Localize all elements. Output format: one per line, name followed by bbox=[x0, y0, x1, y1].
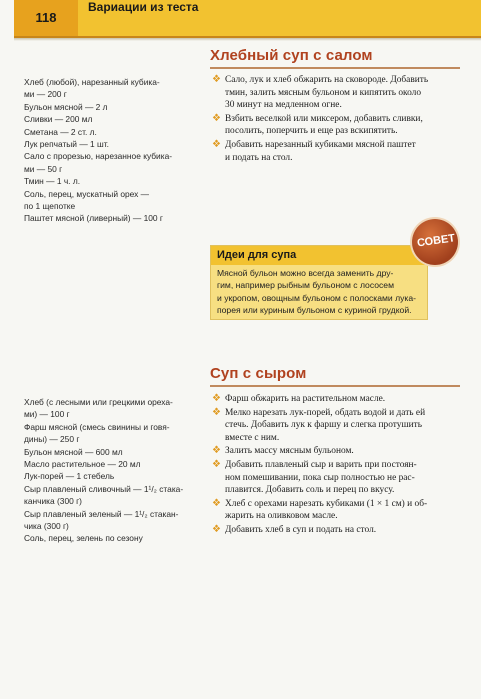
step-line: Добавить плавленый сыр и варить при постоян- bbox=[225, 459, 417, 470]
ingredient-line: Паштет мясной (ливерный) — 100 г bbox=[24, 213, 163, 224]
tip-text bbox=[217, 267, 423, 317]
tip-line: и укропом, овощным бульоном с полосками лука- bbox=[217, 292, 417, 303]
page-number: 118 bbox=[14, 0, 78, 36]
step-line: Добавить нарезанный кубиками мясной паштет bbox=[225, 139, 416, 150]
ingredient-line: Бульон мясной — 600 мл bbox=[24, 446, 123, 457]
recipe-title: Хлебный суп с салом bbox=[210, 47, 373, 64]
step-item bbox=[212, 445, 467, 458]
step-line: стечь. Добавить лук к фаршу и слегка протушить bbox=[225, 420, 423, 431]
step-item bbox=[212, 139, 462, 164]
step-line: 30 минут на медленном огне. bbox=[225, 100, 342, 111]
step-item bbox=[212, 459, 467, 497]
step-line: Сало, лук и хлеб обжарить на сковороде. Добавить bbox=[225, 75, 429, 85]
ingredient-line: Соль, перец, зелень по сезону bbox=[24, 533, 143, 544]
bullet-icon: ❖ bbox=[212, 497, 221, 509]
ingredient-line: Сало с прорезью, нарезанное кубика- bbox=[24, 151, 173, 162]
bullet-icon: ❖ bbox=[212, 523, 221, 535]
bullet-icon: ❖ bbox=[212, 74, 221, 85]
steps-list bbox=[212, 74, 462, 165]
step-line: посолить, поперчить и еще раз вскипятить. bbox=[225, 126, 398, 137]
step-line: ном помешивании, пока сыр полностью не рас- bbox=[225, 472, 415, 483]
bullet-icon: ❖ bbox=[212, 393, 221, 404]
step-line: жарить на оливковом масле. bbox=[225, 511, 338, 522]
bullet-icon: ❖ bbox=[212, 458, 221, 470]
step-line: Хлеб с орехами нарезать кубиками (1 × 1 см) и об- bbox=[225, 498, 428, 509]
step-line: тмин, залить мясным бульоном и кипятить около bbox=[225, 87, 422, 98]
ingredient-line: Фарш мясной (смесь свинины и говя- bbox=[24, 421, 170, 432]
tip-title: Идеи для супа bbox=[217, 249, 297, 261]
step-line: и подать на стол. bbox=[225, 152, 293, 163]
tip-badge-label: СОВЕТ bbox=[416, 232, 456, 250]
title-underline bbox=[210, 67, 460, 69]
ingredient-line: ми — 200 г bbox=[24, 89, 67, 100]
ingredient-line: Тмин — 1 ч. л. bbox=[24, 176, 81, 187]
ingredient-line: дины) — 250 г bbox=[24, 434, 80, 445]
ingredient-line: Бульон мясной — 2 л bbox=[24, 101, 108, 112]
ingredient-line: Соль, перец, мускатный орех — bbox=[24, 188, 150, 199]
tip-box bbox=[210, 245, 428, 320]
page-header bbox=[14, 0, 481, 38]
step-line: вместе с ним. bbox=[225, 432, 280, 443]
ingredient-line: Сыр плавленый зеленый — 1¹/₂ стакан- bbox=[24, 508, 179, 519]
step-item bbox=[212, 393, 467, 406]
step-line: плавится. Добавить соль и перец по вкусу. bbox=[225, 485, 395, 496]
step-item bbox=[212, 498, 467, 523]
ingredient-list bbox=[24, 77, 204, 226]
ingredient-list bbox=[24, 397, 209, 546]
ingredient-line: Лук-порей — 1 стебель bbox=[24, 471, 115, 482]
ingredient-line: канчика (300 г) bbox=[24, 496, 82, 507]
ingredient-line: по 1 щепотке bbox=[24, 200, 76, 211]
tip-line: гим, например рыбным бульоном с лососем bbox=[217, 280, 394, 291]
ingredient-line: чика (300 г) bbox=[24, 520, 69, 531]
ingredient-line: Лук репчатый — 1 шт. bbox=[24, 138, 109, 149]
bullet-icon: ❖ bbox=[212, 445, 221, 457]
step-line: Фарш обжарить на растительном масле. bbox=[225, 394, 386, 404]
step-item bbox=[212, 407, 467, 445]
bullet-icon: ❖ bbox=[212, 138, 221, 150]
ingredient-line: Сыр плавленый сливочный — 1¹/₂ стака- bbox=[24, 483, 184, 494]
header-shadow bbox=[14, 38, 481, 41]
step-line: Мелко нарезать лук-порей, обдать водой и дать ей bbox=[225, 407, 426, 418]
tip-badge bbox=[412, 219, 458, 265]
section-title: Вариации из теста bbox=[88, 0, 199, 14]
step-line: Добавить хлеб в суп и подать на стол. bbox=[225, 524, 377, 535]
ingredient-line: ми) — 100 г bbox=[24, 409, 70, 420]
step-line: Залить массу мясным бульоном. bbox=[225, 446, 354, 457]
bullet-icon: ❖ bbox=[212, 406, 221, 418]
ingredient-line: ми — 50 г bbox=[24, 163, 63, 174]
recipe-title: Суп с сыром bbox=[210, 365, 307, 382]
step-item bbox=[212, 74, 462, 112]
ingredient-line: Сливки — 200 мл bbox=[24, 114, 93, 125]
step-item bbox=[212, 524, 467, 537]
step-line: Взбить веселкой или миксером, добавить сливки, bbox=[225, 113, 423, 124]
ingredient-line: Хлеб (с лесными или грецкими ореха- bbox=[24, 397, 173, 407]
ingredient-line: Масло растительное — 20 мл bbox=[24, 458, 141, 469]
step-item bbox=[212, 113, 462, 138]
tip-line: Мясной бульон можно всегда заменить дру- bbox=[217, 268, 394, 278]
ingredient-line: Хлеб (любой), нарезанный кубика- bbox=[24, 77, 160, 87]
bullet-icon: ❖ bbox=[212, 112, 221, 124]
ingredient-line: Сметана — 2 ст. л. bbox=[24, 126, 97, 137]
tip-line: порея или куриным бульоном с куриной грудкой. bbox=[217, 305, 412, 316]
steps-list bbox=[212, 393, 467, 538]
title-underline bbox=[210, 385, 460, 387]
